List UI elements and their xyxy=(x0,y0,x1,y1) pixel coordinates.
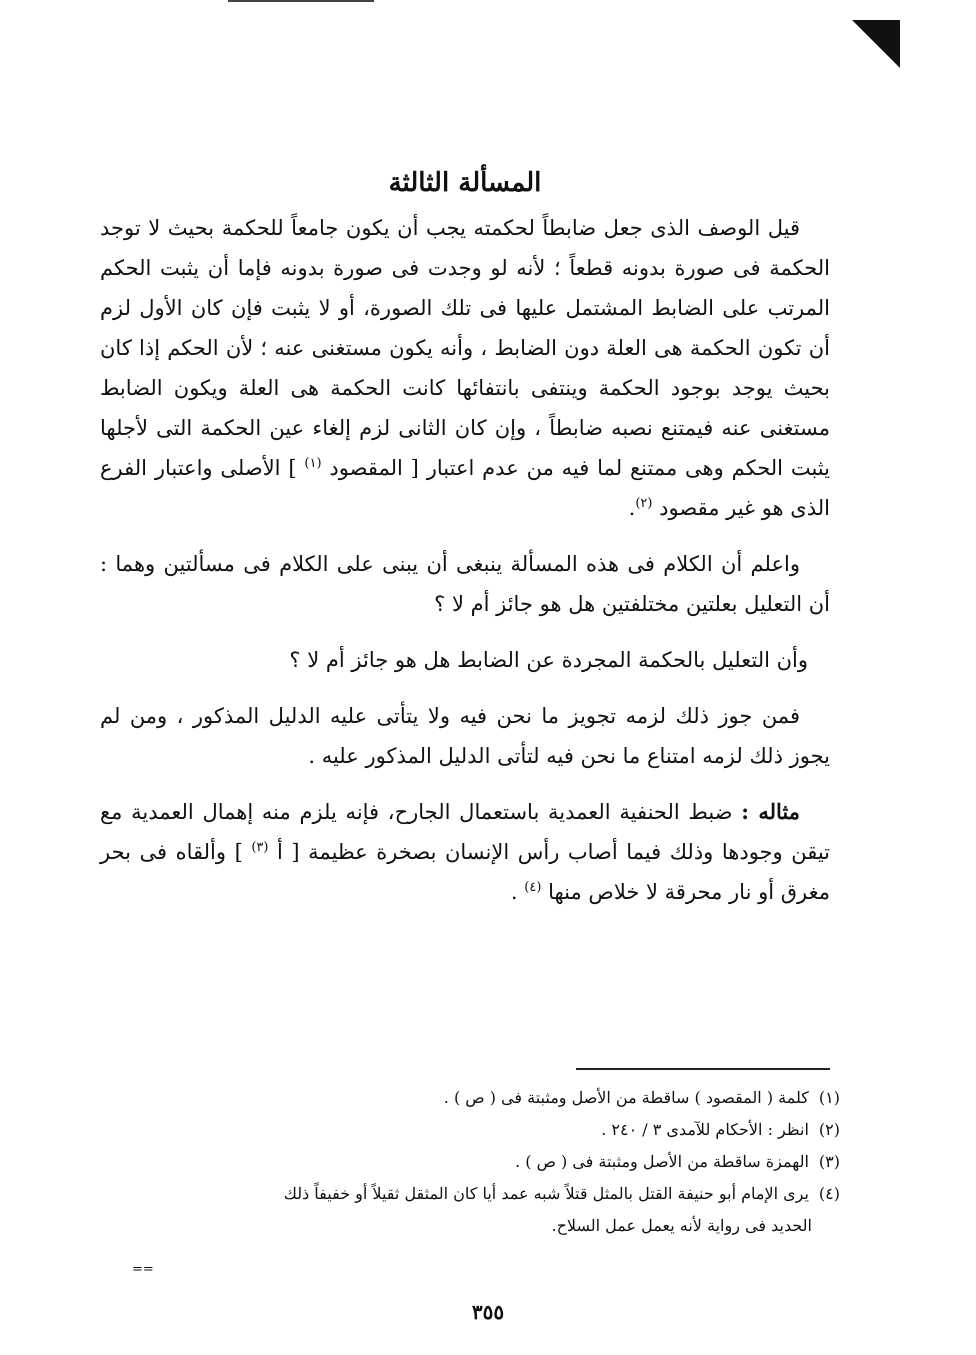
footnote-number: (٤) xyxy=(818,1184,840,1203)
footnotes xyxy=(120,1082,840,1242)
footnote-4-continued xyxy=(120,1210,840,1242)
top-rule xyxy=(228,0,374,2)
paragraph-example xyxy=(100,792,830,912)
footnote-divider xyxy=(576,1068,830,1070)
footnote-3 xyxy=(120,1146,840,1178)
footnote-number: (٣) xyxy=(818,1152,840,1171)
example-label: مثاله : xyxy=(741,799,800,824)
corner-triangle-mark xyxy=(852,20,900,68)
paragraph-two-questions: واعلم أن الكلام فى هذه المسألة ينبغى أن يبنى على الكلام فى مسألتين وهما : أن التعليل بعلتين مختلفتين هل هو جائز أم لا ؟ xyxy=(100,552,830,616)
footnote-text: انظر : الأحكام للآمدى ٣ / ٢٤٠ . xyxy=(601,1120,809,1139)
footnote-text: يرى الإمام أبو حنيفة القتل بالمثل قتلاً شبه عمد أيا كان المثقل ثقيلاً أو خفيفاً ذلك xyxy=(283,1184,809,1203)
footnote-text: الحديد فى رواية لأنه يعمل عمل السلاح. xyxy=(551,1216,812,1235)
continuation-mark: == xyxy=(132,1262,154,1277)
footnote-ref-3[interactable]: (٣) xyxy=(251,840,269,855)
paragraph-text: قيل الوصف الذى جعل ضابطاً لحكمته يجب أن يكون جامعاً للحكمة بحيث لا توجد الحكمة فى صورة بدونه قطعاً ؛ لأنه لو وجدت فى صورة بدونه فإما أن يثبت الحكم المرتب على الضابط المشتمل عليها فى تلك الصورة، أو لا يثبت فإن كان الأول لزم أن تكون الحكمة هى العلة دون الضابط ، وأنه يكون مستغنى عنه ؛ لأن الحكم إذا كان بحيث يوجد بوجود الحكمة وينتفى بانتفائها كانت الحكمة هى العلة ويكون الضابط مستغنى عنه فيمتنع نصبه ضابطاً ، وإن كان الثانى لزم إلغاء عين الحكمة التى لأجلها يثبت الحكم وهى ممتنع لما فيه من عدم اعتبار [ المقصود xyxy=(100,216,830,480)
page-body xyxy=(100,168,830,912)
page-number: ٣٥٥ xyxy=(471,1300,505,1324)
period: . xyxy=(628,496,636,520)
chapter-title: المسألة الثالثة xyxy=(388,168,542,198)
paragraph-text: ضبط الحنفية العمدية باستعمال الجارح، فإنه يلزم منه إهمال العمدية مع تيقن وجودها وذلك فيما أصاب رأس الإنسان بصخرة عظيمة [ أ xyxy=(100,800,831,864)
paragraph-main xyxy=(100,208,830,528)
period: . xyxy=(510,880,525,904)
footnote-number: (١) xyxy=(818,1088,840,1107)
footnote-number: (٢) xyxy=(818,1120,840,1139)
footnote-ref-2[interactable]: (٢) xyxy=(635,496,653,511)
paragraph-text: ] الأصلى واعتبار الفرع الذى هو غير مقصود xyxy=(100,456,830,520)
footnote-text: الهمزة ساقطة من الأصل ومثبتة فى ( ص ) . xyxy=(515,1152,809,1171)
footnote-4 xyxy=(120,1178,840,1210)
paragraph-second-question: وأن التعليل بالحكمة المجردة عن الضابط هل هو جائز أم لا ؟ xyxy=(289,648,808,672)
paragraph-text: ] وألقاه فى بحر مغرق أو نار محرقة لا خلاص منها xyxy=(100,840,830,904)
footnote-ref-1[interactable]: (١) xyxy=(304,456,322,471)
paragraph-consequence: فمن جوز ذلك لزمه تجويز ما نحن فيه ولا يتأتى عليه الدليل المذكور ، ومن لم يجوز ذلك لزمه امتناع ما نحن فيه لتأتى الدليل المذكور عليه . xyxy=(100,704,830,768)
footnote-text: كلمة ( المقصود ) ساقطة من الأصل ومثبتة فى ( ص ) . xyxy=(443,1088,809,1107)
footnote-1 xyxy=(120,1082,840,1114)
footnote-ref-4[interactable]: (٤) xyxy=(524,880,542,895)
footnote-2 xyxy=(120,1114,840,1146)
